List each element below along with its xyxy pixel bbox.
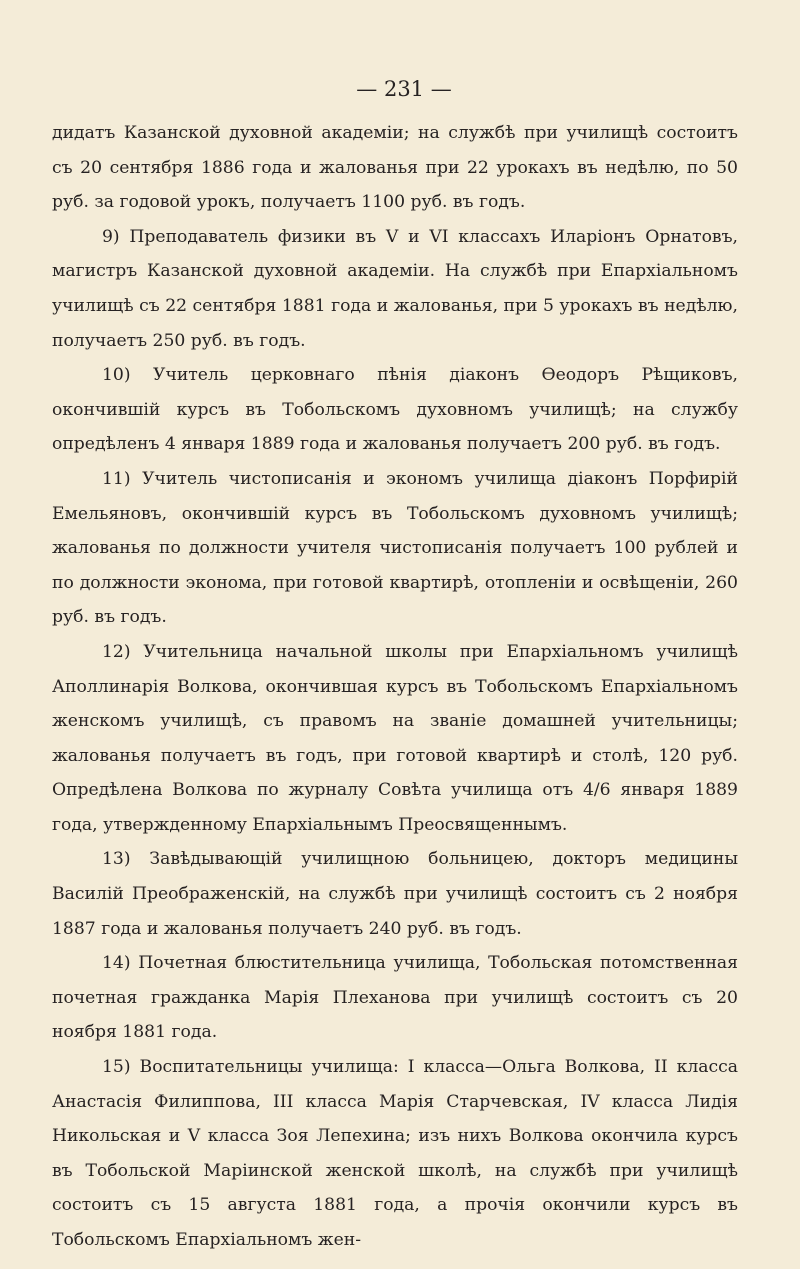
paragraph-item-9: 9) Преподаватель физики въ V и VI классахъ Иларіонъ Орнатовъ, магистръ Казанской духовной академіи. На службѣ при Епархіальномъ училищѣ съ 22 сентября 1881 года и жалованья, при 5 урокахъ въ недѣлю, получаетъ 250 руб. въ годъ. — [52, 226, 738, 351]
page-number: — 231 — — [356, 77, 452, 101]
paragraph-item-12: 12) Учительница начальной школы при Епархіальномъ училищѣ Аполлинарія Волкова, окончившая курсъ въ Тобольскомъ Епархіальномъ женскомъ училищѣ, съ правомъ на званіе домашней учительницы; жалованья получаетъ въ годъ, при готовой квартирѣ и столѣ, 120 руб. Опредѣлена Волкова по журналу Совѣта училища отъ 4/6 января 1889 года, утвержденному Епархіальнымъ Преосвященнымъ. — [52, 641, 738, 835]
paragraph-continuation: дидатъ Казанской духовной академіи; на службѣ при училищѣ состоитъ съ 20 сентября 1886 года и жалованья при 22 урокахъ въ недѣлю, по 50 руб. за годовой урокъ, получаетъ 1100 руб. въ годъ. — [52, 123, 738, 213]
paragraph-item-13: 13) Завѣдывающій училищною больницею, докторъ медицины Василій Преображенскій, на службѣ при училищѣ состоитъ съ 2 ноября 1887 года и жалованья получаетъ 240 руб. въ годъ. — [52, 849, 738, 939]
paragraph-item-10: 10) Учитель церковнаго пѣнія діаконъ Ѳеодоръ Рѣщиковъ, окончившій курсъ въ Тобольскомъ духовномъ училищѣ; на службу опредѣленъ 4 января 1889 года и жалованья получаетъ 200 руб. въ годъ. — [52, 365, 738, 455]
paragraph-item-14: 14) Почетная блюстительница училища, Тобольская потомственная почетная гражданка Марія Плеханова при училищѣ состоитъ съ 20 ноября 1881 года. — [52, 953, 738, 1043]
page-body — [52, 116, 738, 1258]
paragraph-item-15: 15) Воспитательницы училища: I класса—Ольга Волкова, II класса Анастасія Филиппова, III класса Марія Старчевская, IV класса Лидія Никольская и V класса Зоя Лепехина; изъ нихъ Волкова окончила курсъ въ Тобольской Маріинской женской школѣ, на службѣ при училищѣ состоитъ съ 15 августа 1881 года, а прочія окончили курсъ въ Тобольскомъ Епархіальномъ жен- — [52, 1057, 738, 1250]
paragraph-item-11: 11) Учитель чистописанія и экономъ училища діаконъ Порфирій Емельяновъ, окончившій курсъ въ Тобольскомъ духовномъ училищѣ; жалованья по должности учителя чистописанія получаетъ 100 рублей и по должности эконома, при готовой квартирѣ, отопленіи и освѣщеніи, 260 руб. въ годъ. — [52, 468, 738, 628]
